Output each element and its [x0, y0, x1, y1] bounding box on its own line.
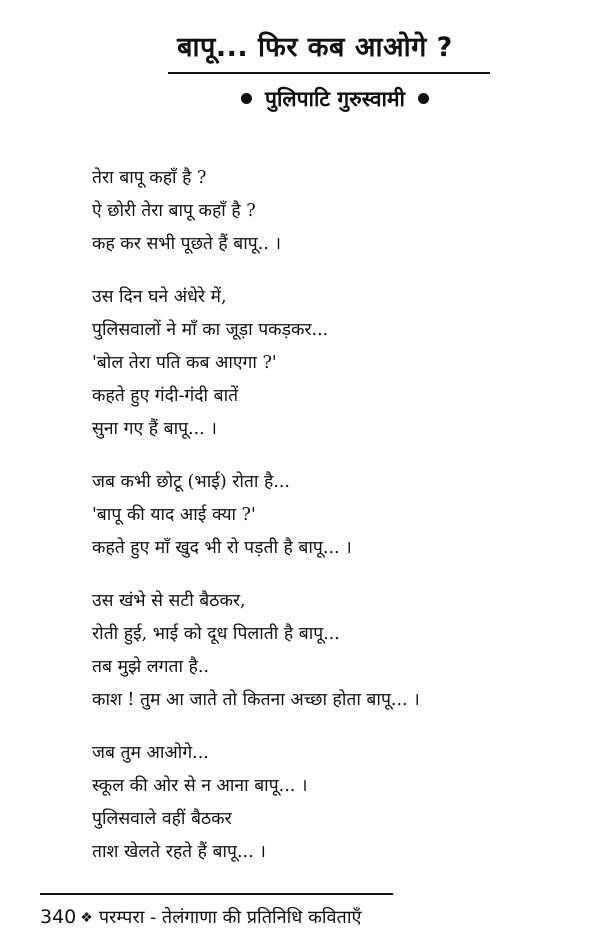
footer-divider [40, 893, 393, 895]
author-name: पुलिपाटि गुरुस्वामी [265, 87, 405, 111]
bullet-right-icon [418, 93, 429, 104]
poem-line: तेरा बापू कहाँ है ? [92, 168, 207, 188]
poem-title: बापू... फिर कब आओगे ? [177, 32, 453, 63]
poem-line: उस दिन घने अंधेरे में, [92, 287, 227, 307]
poem-line: 'बापू की याद आई क्या ?' [92, 505, 256, 525]
poem-line: सुना गए हैं बापू... । [92, 419, 217, 439]
poem-line: जब कभी छोटू (भाई) रोता है... [92, 472, 290, 492]
ornament-icon: ❖ [80, 910, 93, 926]
poem-line: 'बोल तेरा पति कब आएगा ?' [92, 353, 277, 373]
page-footer [40, 903, 580, 933]
stanza-4 [92, 585, 572, 717]
poem-line: ऐ छोरी तेरा बापू कहाँ है ? [92, 201, 256, 221]
poem-line: पुलिसवालों ने माँ का जूड़ा पकड़कर... [92, 320, 329, 340]
poem-line: काश ! तुम आ जाते तो कितना अच्छा होता बापू... । [92, 690, 420, 710]
stanza-5 [92, 737, 572, 869]
title-underline [168, 72, 490, 74]
stanza-3 [92, 466, 572, 565]
poem-body [92, 162, 572, 889]
poem-line: कह कर सभी पूछते हैं बापू.. । [92, 234, 282, 254]
poem-line: स्कूल की ओर से न आना बापू... । [92, 776, 308, 796]
author-line [200, 82, 470, 116]
poem-line: पुलिसवाले वहीं बैठकर [92, 809, 232, 829]
poem-line: ताश खेलते रहते हैं बापू... । [92, 842, 266, 862]
poem-line: जब तुम आओगे... [92, 743, 209, 763]
poem-line: उस खंभे से सटी बैठकर, [92, 591, 246, 611]
page-number: 340 [40, 906, 77, 928]
stanza-2 [92, 281, 572, 446]
poem-line: रोती हुई, भाई को दूध पिलाती है बापू... [92, 624, 340, 644]
poem-line: कहते हुए गंदी-गंदी बातें [92, 386, 239, 406]
poem-line: कहते हुए माँ खुद भी रो पड़ती है बापू... । [92, 538, 352, 558]
poem-line: तब मुझे लगता है.. [92, 657, 209, 677]
book-title: परम्परा - तेलंगाणा की प्रतिनिधि कविताएँ [98, 907, 362, 928]
stanza-1 [92, 162, 572, 261]
bullet-left-icon [241, 93, 252, 104]
